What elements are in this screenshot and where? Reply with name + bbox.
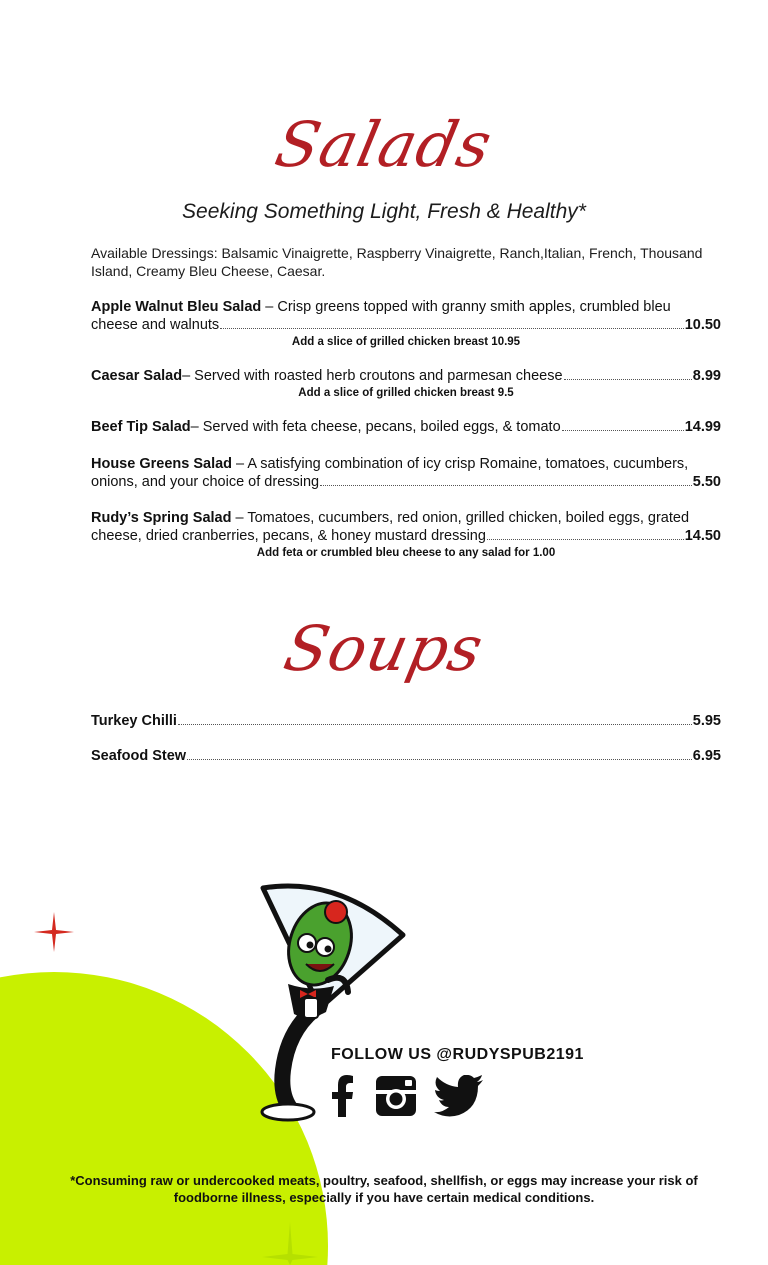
item-name: Apple Walnut Bleu Salad [91, 299, 262, 315]
item-desc: – Served with roasted herb croutons and parmesan cheese [182, 368, 563, 384]
menu-item [91, 367, 721, 401]
red-sparkle-icon [34, 912, 74, 952]
menu-item [91, 298, 721, 350]
item-name: House Greens Salad [91, 456, 233, 472]
instagram-icon[interactable] [375, 1075, 417, 1117]
item-addon: Add feta or crumbled bleu cheese to any salad for 1.00 [256, 547, 556, 559]
item-price: 8.99 [692, 368, 721, 384]
item-price: 5.95 [692, 713, 721, 729]
dressings-list: Available Dressings: Balsamic Vinaigrette, Raspberry Vinaigrette, Ranch,Italian, French, Thousand Island, Creamy Bleu Cheese, Caesar. [91, 245, 703, 279]
item-price: 10.50 [684, 317, 721, 333]
item-addon: Add a slice of grilled chicken breast 10.95 [291, 336, 521, 348]
dot-leader [178, 724, 692, 725]
item-desc: cheese, dried cranberries, pecans, & honey mustard dressing [91, 528, 486, 544]
facebook-icon[interactable] [331, 1075, 355, 1117]
item-price: 14.99 [684, 419, 721, 435]
item-desc: – Tomatoes, cucumbers, red onion, grilled chicken, boiled eggs, grated [231, 510, 690, 526]
item-price: 5.50 [692, 474, 721, 490]
lime-sparkle-icon [262, 1222, 318, 1265]
item-price: 6.95 [692, 748, 721, 764]
item-name: Beef Tip Salad [91, 419, 191, 435]
follow-us-text: FOLLOW US @RUDYSPUB2191 [331, 1046, 584, 1063]
dot-leader [562, 430, 684, 431]
dot-leader [564, 379, 692, 380]
salads-title: Salads [269, 108, 499, 181]
menu-item [91, 713, 721, 729]
health-disclaimer: *Consuming raw or undercooked meats, poultry, seafood, shellfish, or eggs may increase your risk of foodborne illness, especially if you have certain medical conditions. [70, 1173, 698, 1205]
twitter-icon[interactable] [434, 1075, 484, 1117]
salads-tagline: Seeking Something Light, Fresh & Healthy* [182, 200, 586, 223]
item-name: Rudy’s Spring Salad [91, 510, 232, 526]
item-name: Seafood Stew [91, 748, 187, 764]
item-name: Caesar Salad [91, 368, 183, 384]
item-desc: – Served with feta cheese, pecans, boiled eggs, & tomato [190, 419, 561, 435]
item-desc: – Crisp greens topped with granny smith apples, crumbled bleu [261, 299, 671, 315]
dot-leader [487, 539, 684, 540]
item-desc: onions, and your choice of dressing [91, 474, 320, 490]
menu-item [91, 418, 721, 436]
item-desc: – A satisfying combination of icy crisp Romaine, tomatoes, cucumbers, [232, 456, 689, 472]
dot-leader [320, 485, 692, 486]
item-name: Turkey Chilli [91, 713, 177, 729]
dot-leader [187, 759, 692, 760]
menu-item [91, 509, 721, 561]
menu-item [91, 748, 721, 764]
item-addon: Add a slice of grilled chicken breast 9.5 [298, 387, 514, 399]
menu-item [91, 455, 721, 491]
soups-title: Soups [278, 612, 490, 685]
item-price: 14.50 [684, 528, 721, 544]
dot-leader [220, 328, 684, 329]
item-desc: cheese and walnuts [91, 317, 220, 333]
